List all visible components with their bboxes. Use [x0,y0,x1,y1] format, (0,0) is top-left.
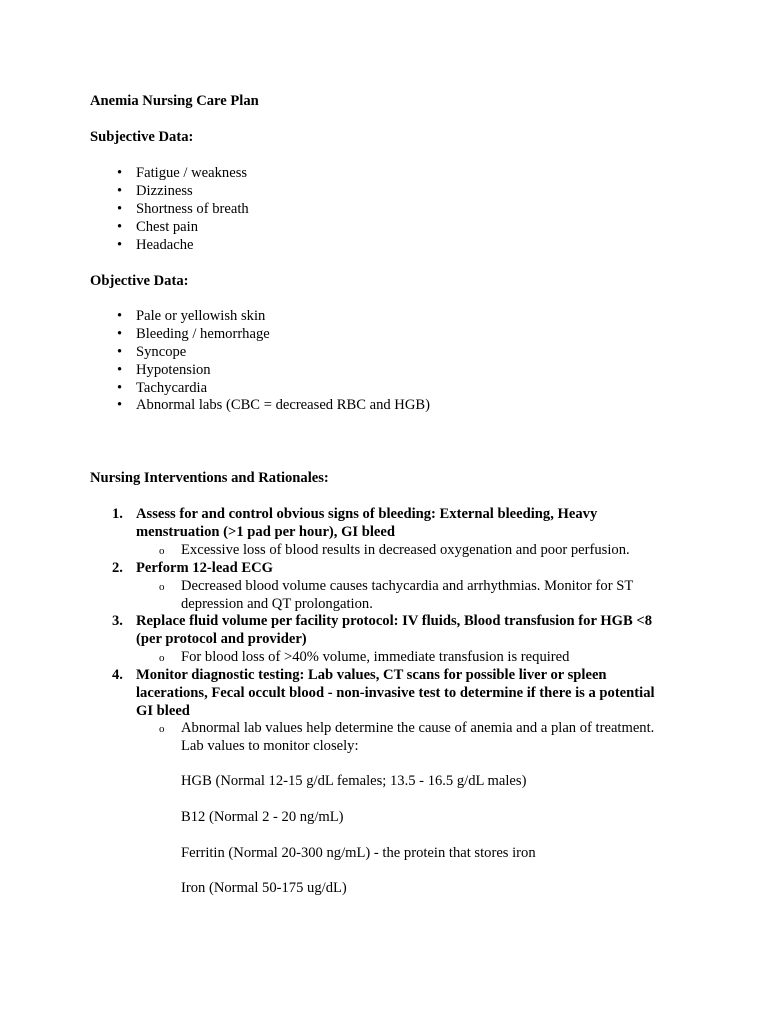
bullet-icon: • [117,397,123,414]
sub-bullet-icon: o [159,652,165,664]
rationale-text: Lab values to monitor closely: [181,738,359,754]
item-number: 2. [112,560,123,576]
lab-value-iron: Iron (Normal 50-175 ug/dL) [181,880,347,896]
intervention-text: Monitor diagnostic testing: Lab values, CT scans for possible liver or spleen [136,667,607,683]
sub-bullet-icon: o [159,581,165,593]
bullet-icon: • [117,236,123,253]
intervention-text: Assess for and control obvious signs of bleeding: External bleeding, Heavy [136,506,598,522]
bullet-icon: • [117,200,123,217]
item-number: 4. [112,667,123,683]
item-number: 1. [112,506,123,522]
document-page: Anemia Nursing Care Plan Subjective Data: • Fatigue / weakness • Dizziness • Shortness of breath • Chest pain • Headache Objective Data: • Pale or yellowish skin • Bleeding / hemorrhage • Syncope • Hypotension • Tachycardia • Abnormal labs (CBC = decreased RBC and HGB) Nursing Interventions and Rationales: 1. Assess for and control obvious signs of bleeding: External bleeding, Heavy menstruation (>1 pad per hour), GI bleed o Excessive loss of blood results in decreased oxygenation and poor perfusion. 2. Perform 12-lead ECG o Decreased blood volume causes tachycardia and arrhythmias. Monitor for ST depression and QT prolongation. 3. Replace fluid volume per facility protocol: IV fluids, Blood transfusion for HGB <8 (per protocol and provider) o For blood loss of >40% volume, immediate transfusion is required 4. Monitor diagnostic testing: Lab values, CT scans for possible liver or spleen lacerations, Fecal occult blood - non-invasive test to determine if there is a potential GI bleed o Abnormal lab values help determine the cause of anemia and a plan of treatment. Lab values to monitor closely: HGB (Normal 12-15 g/dL females; 13.5 - 16.5 g/dL males) B12 (Normal 2 - 20 ng/mL) Ferritin (Normal 20-300 ng/mL) - the protein that stores iron Iron (Normal 50-175 ug/dL) [90,93,655,896]
interventions-heading: Nursing Interventions and Rationales: [90,470,329,486]
lab-value-hgb: HGB (Normal 12-15 g/dL females; 13.5 - 16.5 g/dL males) [181,773,527,789]
sub-bullet-icon: o [159,545,165,557]
bullet-icon: • [117,361,123,378]
lab-value-b12: B12 (Normal 2 - 20 ng/mL) [181,809,344,825]
rationale-text: depression and QT prolongation. [181,596,373,612]
rationale-text: Decreased blood volume causes tachycardia and arrhythmias. Monitor for ST [181,578,634,594]
bullet-icon: • [117,182,123,199]
intervention-text: GI bleed [136,703,190,719]
item-number: 3. [112,613,123,629]
bullet-icon: • [117,343,123,360]
rationale-text: Excessive loss of blood results in decreased oxygenation and poor perfusion. [181,542,630,558]
intervention-text: lacerations, Fecal occult blood - non-invasive test to determine if there is a potential [136,685,655,701]
objective-heading: Objective Data: [90,273,189,289]
intervention-text: (per protocol and provider) [136,631,307,647]
subjective-heading: Subjective Data: [90,129,194,145]
lab-value-ferritin: Ferritin (Normal 20-300 ng/mL) - the protein that stores iron [181,845,536,861]
bullet-icon: • [117,218,123,235]
intervention-text: Replace fluid volume per facility protocol: IV fluids, Blood transfusion for HGB <8 [136,613,653,629]
bullet-icon: • [117,308,123,324]
rationale-text: Abnormal lab values help determine the cause of anemia and a plan of treatment. [181,720,655,736]
sub-bullet-icon: o [159,723,165,735]
intervention-text: Perform 12-lead ECG [136,560,273,576]
bullet-icon: • [117,165,123,181]
rationale-text: For blood loss of >40% volume, immediate transfusion is required [181,649,570,665]
document-title: Anemia Nursing Care Plan [90,93,259,109]
bullet-icon: • [117,325,123,342]
bullet-icon: • [117,379,123,396]
intervention-text: menstruation (>1 pad per hour), GI bleed [136,524,395,540]
